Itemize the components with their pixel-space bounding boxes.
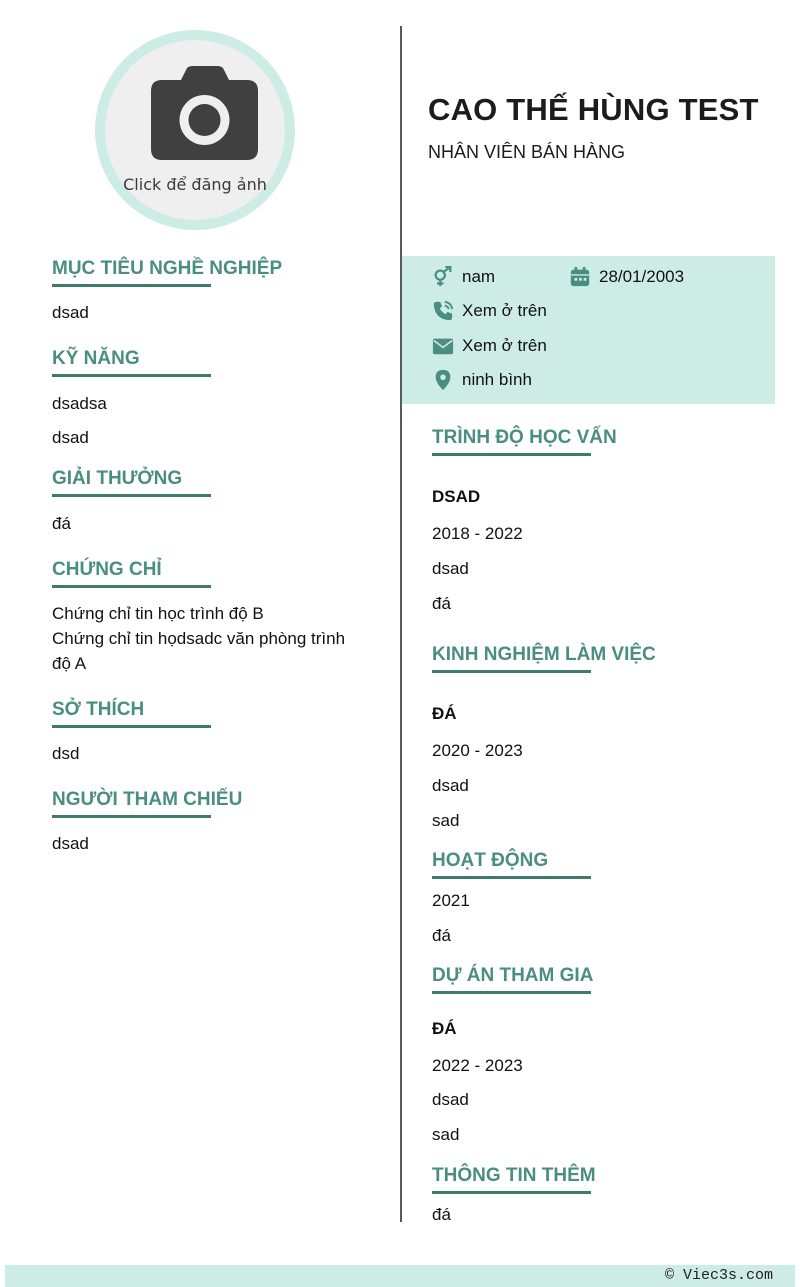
envelope-icon xyxy=(432,335,454,357)
section-title: DỰ ÁN THAM GIA xyxy=(432,965,594,986)
email-value: Xem ở trên xyxy=(462,336,547,355)
skill-item: dsadsa xyxy=(52,394,107,413)
project-note: sad xyxy=(432,1125,460,1144)
footer-bar xyxy=(5,1265,795,1287)
section-underline xyxy=(432,991,591,994)
section-activities xyxy=(432,850,591,879)
address-item xyxy=(432,369,532,391)
references-text: dsad xyxy=(52,834,89,853)
phone-item xyxy=(432,300,547,322)
education-period: 2018 - 2022 xyxy=(432,524,523,543)
section-projects xyxy=(432,965,593,994)
activity-note: đá xyxy=(432,926,451,945)
experience-position: dsad xyxy=(432,776,469,795)
section-title: SỞ THÍCH xyxy=(52,699,145,720)
gender-icon xyxy=(432,266,454,288)
location-pin-icon xyxy=(432,369,454,391)
avatar-placeholder[interactable] xyxy=(105,40,285,220)
section-title: HOẠT ĐỘNG xyxy=(432,850,549,871)
activity-year: 2021 xyxy=(432,891,470,910)
section-hobbies xyxy=(52,699,211,728)
section-title: KỸ NĂNG xyxy=(52,348,140,369)
section-underline xyxy=(432,670,591,673)
section-underline xyxy=(52,494,211,497)
candidate-name: CAO THẾ HÙNG TEST xyxy=(428,92,759,127)
section-underline xyxy=(52,374,211,377)
section-additional-info xyxy=(432,1165,596,1194)
project-name: ĐÁ xyxy=(432,1019,457,1038)
skill-item: dsad xyxy=(52,428,89,447)
section-certificates xyxy=(52,559,211,588)
section-title: CHỨNG CHỈ xyxy=(52,559,162,580)
section-title: THÔNG TIN THÊM xyxy=(432,1165,596,1186)
project-role: dsad xyxy=(432,1090,469,1109)
section-title: NGƯỜI THAM CHIẾU xyxy=(52,789,243,810)
contact-info-box xyxy=(402,256,775,404)
additional-info-text: đá xyxy=(432,1205,451,1224)
certificate-item: Chứng chỉ tin học trình độ B xyxy=(52,604,264,623)
section-skills xyxy=(52,348,211,377)
avatar-upload[interactable] xyxy=(95,30,295,230)
section-education xyxy=(432,427,617,456)
birthday-value: 28/01/2003 xyxy=(599,267,685,286)
hobbies-text: dsd xyxy=(52,744,80,763)
column-divider xyxy=(400,26,402,1222)
experience-note: sad xyxy=(432,811,460,830)
section-title: TRÌNH ĐỘ HỌC VẤN xyxy=(432,427,617,448)
phone-value: Xem ở trên xyxy=(462,301,547,320)
section-underline xyxy=(52,725,211,728)
email-item xyxy=(432,335,547,357)
section-underline xyxy=(432,876,591,879)
section-underline xyxy=(52,284,211,287)
awards-text: đá xyxy=(52,514,71,533)
section-underline xyxy=(52,815,211,818)
section-career-goal xyxy=(52,258,282,287)
section-references xyxy=(52,789,242,818)
gender-item xyxy=(432,266,495,288)
footer-credit: © Viec3s.com xyxy=(664,1267,773,1284)
address-value: ninh bình xyxy=(462,370,532,389)
project-period: 2022 - 2023 xyxy=(432,1056,523,1075)
experience-company: ĐÁ xyxy=(432,704,457,723)
job-title: NHÂN VIÊN BÁN HÀNG xyxy=(428,142,626,162)
section-awards xyxy=(52,468,211,497)
birthday-item xyxy=(569,266,684,288)
gender-value: nam xyxy=(462,267,496,286)
section-title: MỤC TIÊU NGHỀ NGHIỆP xyxy=(52,258,283,279)
section-title: GIẢI THƯỞNG xyxy=(52,468,183,489)
education-school: DSAD xyxy=(432,487,481,506)
education-note: đá xyxy=(432,594,451,613)
section-underline xyxy=(432,1191,591,1194)
section-underline xyxy=(52,585,211,588)
experience-period: 2020 - 2023 xyxy=(432,741,523,760)
section-underline xyxy=(432,453,591,456)
avatar-caption: Click để đăng ảnh xyxy=(123,175,267,194)
career-goal-text: dsad xyxy=(52,303,89,322)
section-title: KINH NGHIỆM LÀM VIỆC xyxy=(432,644,656,665)
education-major: dsad xyxy=(432,559,469,578)
camera-icon xyxy=(151,66,258,160)
certificate-item: Chứng chỉ tin họdsadc văn phòng trình độ A xyxy=(52,629,346,673)
calendar-icon xyxy=(569,266,591,288)
phone-icon xyxy=(432,300,454,322)
section-experience xyxy=(432,644,656,673)
